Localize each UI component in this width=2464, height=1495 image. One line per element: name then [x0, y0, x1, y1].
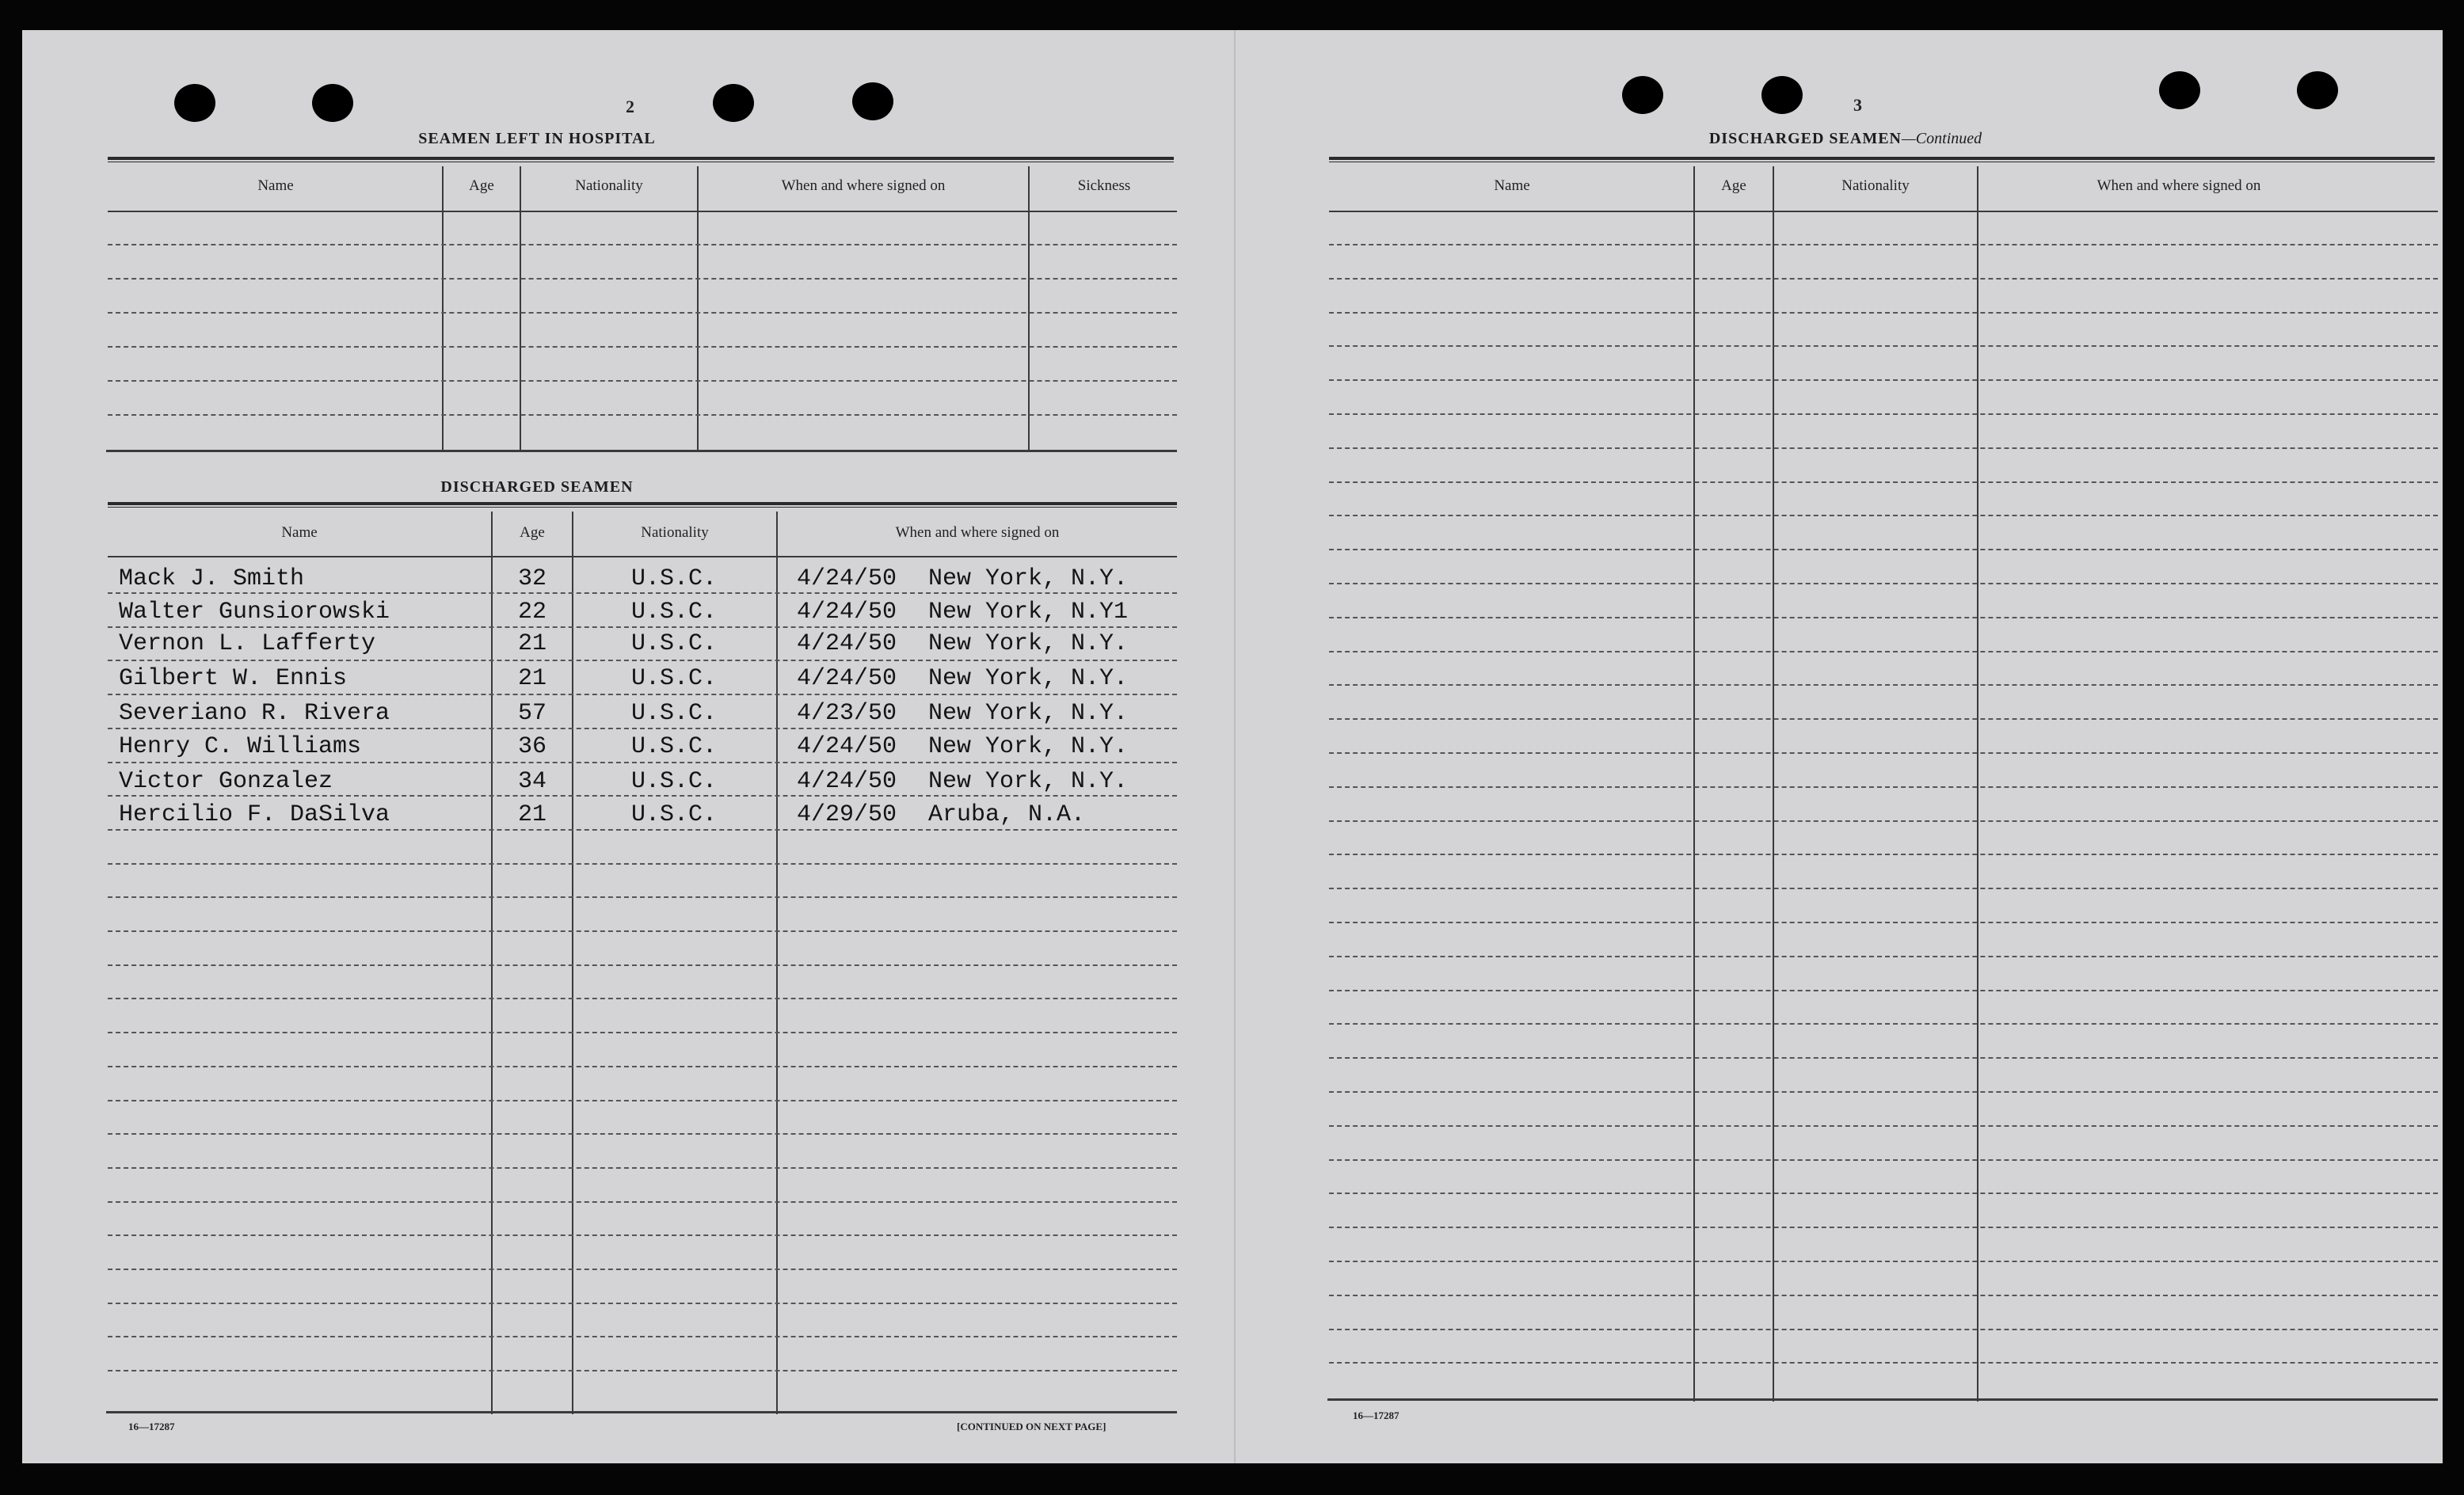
signed-on-date: 4/24/50 [797, 768, 897, 795]
col-header-nationality: Nationality [1841, 177, 1910, 194]
seaman-name: Vernon L. Lafferty [119, 630, 376, 657]
col-header-nationality: Nationality [641, 524, 709, 541]
punch-hole [174, 84, 215, 122]
punch-hole [1622, 76, 1663, 114]
section-title-text: DISCHARGED SEAMEN [1708, 130, 1902, 147]
row-line [108, 829, 1177, 831]
row-line [1329, 244, 2438, 245]
table-bottom-rule [1327, 1398, 2438, 1401]
seaman-age: 57 [517, 700, 546, 727]
row-line [1329, 1057, 2438, 1059]
row-line [1329, 1125, 2438, 1127]
seaman-age: 21 [517, 665, 546, 692]
row-line [1329, 1329, 2438, 1330]
col-header-name: Name [1494, 177, 1530, 194]
seaman-nationality: U.S.C. [630, 630, 718, 657]
row-line [108, 1133, 1177, 1135]
page-number: 2 [626, 97, 634, 116]
row-line [108, 346, 1177, 348]
seaman-name: Hercilio F. DaSilva [119, 801, 390, 828]
row-line [1329, 854, 2438, 855]
row-line [1329, 786, 2438, 788]
seaman-age: 22 [517, 599, 546, 626]
section-bottom-rule [106, 450, 1177, 452]
section-rule [1329, 157, 2435, 162]
row-line [1329, 1295, 2438, 1296]
right-page [1234, 30, 2444, 1463]
col-header-age: Age [1721, 177, 1746, 194]
row-line [1329, 617, 2438, 618]
row-line [108, 964, 1177, 966]
row-line [108, 278, 1177, 280]
row-line [1329, 583, 2438, 584]
signed-on-date: 4/24/50 [797, 565, 897, 592]
signed-on-place: New York, N.Y. [928, 665, 1129, 692]
seaman-name: Walter Gunsiorowski [119, 599, 390, 626]
seaman-name: Severiano R. Rivera [119, 700, 390, 727]
page-number: 3 [1853, 95, 1862, 115]
seaman-age: 36 [517, 733, 546, 760]
row-line [1329, 888, 2438, 889]
column-divider [1693, 166, 1695, 1402]
row-line [108, 930, 1177, 932]
seaman-nationality: U.S.C. [630, 733, 718, 760]
col-header-signed-on: When and where signed on [781, 177, 946, 194]
row-line [1329, 752, 2438, 754]
row-line [108, 1167, 1177, 1169]
column-divider [697, 166, 699, 451]
row-line [1329, 990, 2438, 991]
discharged-section-title: DISCHARGED SEAMEN [440, 478, 634, 496]
form-number: 16—17287 [128, 1421, 175, 1432]
section-title-suffix: —Continued [1902, 130, 1982, 147]
column-divider [1028, 166, 1030, 451]
signed-on-date: 4/24/50 [797, 665, 897, 692]
punch-hole [1761, 76, 1803, 114]
col-header-signed-on: When and where signed on [2096, 177, 2261, 194]
col-header-nationality: Nationality [575, 177, 643, 194]
header-rule [1329, 211, 2438, 212]
form-number: 16—17287 [1353, 1409, 1400, 1421]
row-line [1329, 820, 2438, 822]
row-line [108, 762, 1177, 763]
row-line [108, 1234, 1177, 1236]
document-sheet [22, 30, 2443, 1463]
col-header-sickness: Sickness [1077, 177, 1131, 194]
row-line [108, 863, 1177, 865]
row-line [1329, 1023, 2438, 1025]
col-header-name: Name [257, 177, 294, 194]
row-line [1329, 278, 2438, 280]
left-page [22, 30, 1234, 1463]
row-line [1329, 515, 2438, 516]
row-line [1329, 1362, 2438, 1364]
row-line [1329, 481, 2438, 483]
signed-on-place: New York, N.Y. [928, 700, 1129, 727]
row-line [1329, 447, 2438, 449]
continued-section-title [1647, 130, 2043, 148]
punch-hole [312, 84, 353, 122]
row-line [1329, 1159, 2438, 1161]
row-line [108, 1066, 1177, 1067]
seaman-nationality: U.S.C. [630, 565, 718, 592]
row-line [108, 380, 1177, 382]
row-line [108, 1032, 1177, 1033]
row-line [108, 795, 1177, 797]
row-line [108, 1370, 1177, 1371]
punch-hole [2159, 71, 2200, 109]
row-line [1329, 379, 2438, 381]
row-line [108, 660, 1177, 661]
punch-hole [852, 82, 893, 120]
row-line [1329, 718, 2438, 720]
column-divider [776, 512, 778, 1414]
seaman-nationality: U.S.C. [630, 665, 718, 692]
row-line [1329, 1261, 2438, 1262]
section-rule [108, 502, 1177, 508]
seaman-name: Gilbert W. Ennis [119, 665, 348, 692]
signed-on-place: New York, N.Y1 [928, 599, 1129, 626]
signed-on-place: New York, N.Y. [928, 733, 1129, 760]
seaman-nationality: U.S.C. [630, 768, 718, 795]
row-line [1329, 312, 2438, 314]
seaman-name: Henry C. Williams [119, 733, 362, 760]
col-header-signed-on: When and where signed on [895, 524, 1060, 541]
continued-note: [CONTINUED ON NEXT PAGE] [957, 1421, 1106, 1432]
signed-on-date: 4/24/50 [797, 733, 897, 760]
header-rule [108, 556, 1177, 557]
seaman-age: 21 [517, 630, 546, 657]
row-line [108, 244, 1177, 245]
seaman-age: 21 [517, 801, 546, 828]
seaman-nationality: U.S.C. [630, 700, 718, 727]
col-header-age: Age [469, 177, 494, 194]
column-divider [1773, 166, 1774, 1402]
column-divider [520, 166, 521, 451]
signed-on-date: 4/24/50 [797, 599, 897, 626]
row-line [1329, 345, 2438, 347]
column-divider [491, 512, 493, 1414]
column-divider [572, 512, 573, 1414]
row-line [108, 414, 1177, 416]
row-line [108, 694, 1177, 695]
seaman-age: 34 [517, 768, 546, 795]
signed-on-place: Aruba, N.A. [928, 801, 1086, 828]
seaman-nationality: U.S.C. [630, 599, 718, 626]
signed-on-place: New York, N.Y. [928, 630, 1129, 657]
row-line [1329, 1091, 2438, 1093]
signed-on-place: New York, N.Y. [928, 565, 1129, 592]
row-line [108, 626, 1177, 628]
signed-on-date: 4/29/50 [797, 801, 897, 828]
row-line [1329, 922, 2438, 923]
row-line [1329, 413, 2438, 415]
row-line [108, 592, 1177, 594]
row-line [108, 896, 1177, 898]
row-line [1329, 956, 2438, 957]
row-line [1329, 1193, 2438, 1194]
col-header-name: Name [281, 524, 318, 541]
section-rule [108, 157, 1174, 162]
row-line [1329, 1227, 2438, 1228]
row-line [108, 998, 1177, 999]
row-line [1329, 651, 2438, 652]
row-line [1329, 549, 2438, 550]
row-line [108, 312, 1177, 314]
seaman-name: Mack J. Smith [119, 565, 305, 592]
row-line [108, 1100, 1177, 1101]
row-line [108, 1201, 1177, 1203]
table-bottom-rule [106, 1411, 1177, 1413]
signed-on-place: New York, N.Y. [928, 768, 1129, 795]
row-line [1329, 684, 2438, 686]
signed-on-date: 4/24/50 [797, 630, 897, 657]
seaman-name: Victor Gonzalez [119, 768, 333, 795]
column-divider [442, 166, 444, 451]
row-line [108, 728, 1177, 729]
punch-hole [713, 84, 754, 122]
header-rule [108, 211, 1177, 212]
column-divider [1977, 166, 1978, 1402]
hospital-section-title: SEAMEN LEFT IN HOSPITAL [418, 130, 656, 147]
signed-on-date: 4/23/50 [797, 700, 897, 727]
row-line [108, 1336, 1177, 1337]
seaman-nationality: U.S.C. [630, 801, 718, 828]
punch-hole [2297, 71, 2338, 109]
row-line [108, 1269, 1177, 1270]
row-line [108, 1303, 1177, 1304]
seaman-age: 32 [517, 565, 546, 592]
col-header-age: Age [520, 524, 545, 541]
